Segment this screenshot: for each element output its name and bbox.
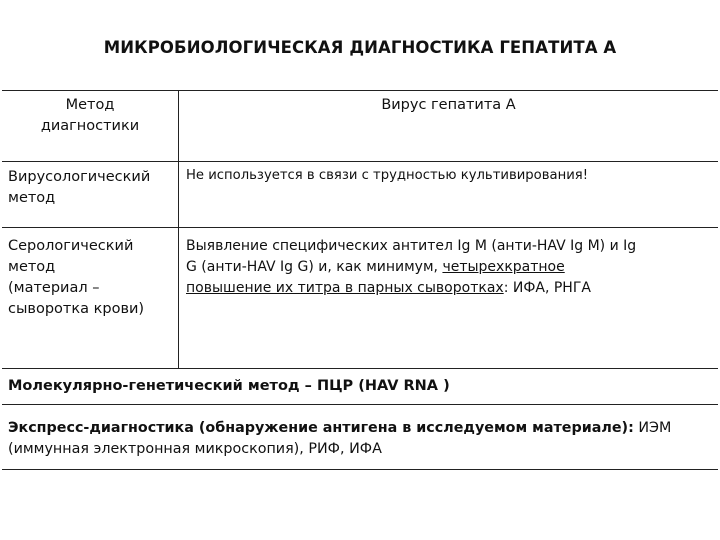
- method-line: Вирусологический: [8, 169, 151, 185]
- header-virus-cell: [179, 95, 718, 116]
- method-line: сыворотка крови): [8, 301, 145, 317]
- serological-line: [186, 257, 716, 278]
- header-method-line: Метод: [65, 97, 115, 113]
- express-line: (иммунная электронная микроскопия), РИФ, ИФА: [8, 441, 382, 457]
- serological-method-cell: [8, 236, 176, 320]
- row-divider: [2, 404, 718, 405]
- method-line: Серологический: [8, 238, 134, 254]
- header-method-cell: [2, 95, 178, 137]
- virological-text: Не используется в связи с трудностью культивирования!: [186, 168, 588, 183]
- row-divider: [2, 161, 718, 162]
- express-line: [8, 418, 716, 439]
- serological-text-cell: [186, 236, 716, 299]
- header-virus-label: Вирус гепатита А: [381, 97, 516, 113]
- method-line: (материал –: [8, 280, 100, 296]
- serological-text: G (анти-HAV Ig G) и, как минимум,: [186, 259, 443, 275]
- serological-line: [186, 278, 716, 299]
- virological-method-cell: [8, 167, 176, 209]
- method-line: метод: [8, 190, 56, 206]
- serological-text: : ИФА, РНГА: [503, 280, 591, 296]
- header-method-line: диагностики: [40, 118, 140, 134]
- column-divider: [178, 91, 179, 369]
- page-title: МИКРОБИОЛОГИЧЕСКАЯ ДИАГНОСТИКА ГЕПАТИТА А: [103, 38, 617, 57]
- method-line: метод: [8, 259, 56, 275]
- row-divider: [2, 368, 718, 369]
- virological-text-cell: [186, 165, 716, 186]
- express-cell: [8, 418, 716, 460]
- express-text: ИЭМ: [633, 420, 672, 436]
- molecular-cell: [8, 376, 714, 397]
- serological-line: Выявление специфических антител Ig M (анти-HAV Ig M) и Ig: [186, 238, 637, 254]
- diagnostics-table: [2, 90, 718, 470]
- molecular-text: Молекулярно-генетический метод – ПЦР (HAV RNA ): [8, 378, 450, 394]
- underlined-text: четырехкратное: [442, 259, 565, 275]
- underlined-text: повышение их титра в парных сыворотках: [186, 280, 504, 296]
- express-heading: Экспресс-диагностика (обнаружение антигена в исследуемом материале):: [8, 420, 634, 436]
- row-divider: [2, 227, 718, 228]
